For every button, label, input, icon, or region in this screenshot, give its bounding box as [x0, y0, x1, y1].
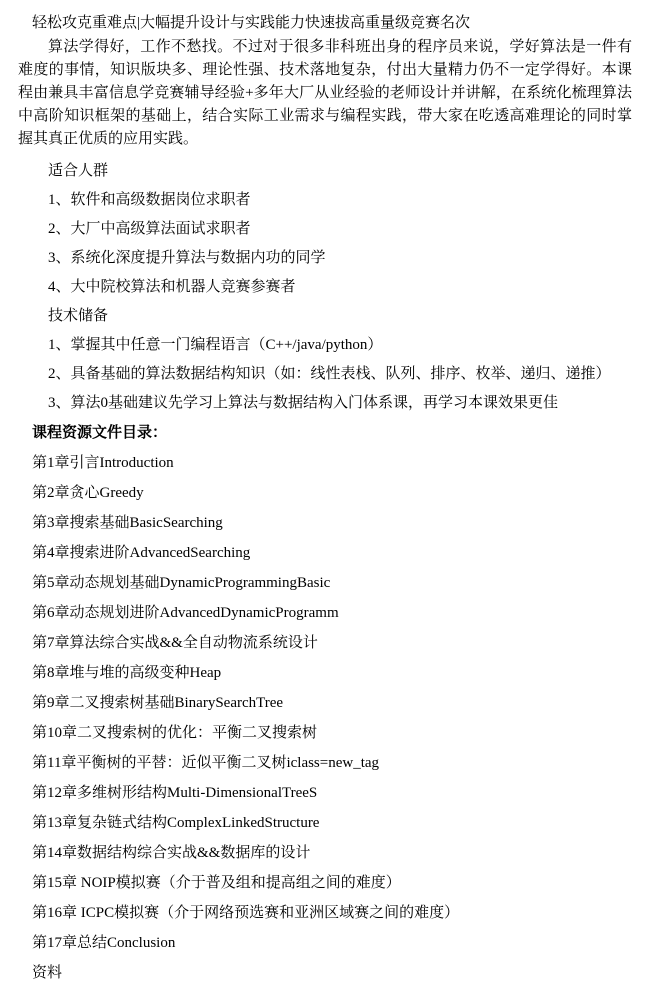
prereq-item: 3、算法0基础建议先学习上算法与数据结构入门体系课，再学习本课效果更佳 [48, 395, 559, 411]
toc-item: 第13章复杂链式结构ComplexLinkedStructure [32, 815, 320, 831]
toc-item: 第17章总结Conclusion [32, 935, 176, 951]
toc-item: 第8章堆与堆的高级变种Heap [32, 665, 222, 681]
prereq-section-label: 技术储备 [48, 308, 109, 324]
toc-item: 第5章动态规划基础DynamicProgrammingBasic [32, 575, 331, 591]
toc-item: 第2章贪心Greedy [32, 485, 144, 501]
audience-item: 4、大中院校算法和机器人竞赛参赛者 [48, 279, 296, 295]
toc-item: 第16章 ICPC模拟赛（介于网络预选赛和亚洲区域赛之间的难度） [32, 905, 460, 921]
audience-item: 3、系统化深度提升算法与数据内功的同学 [48, 250, 326, 266]
toc-heading: 课程资源文件目录： [32, 425, 168, 441]
toc-item: 第15章 NOIP模拟赛（介于普及组和提高组之间的难度） [32, 875, 401, 891]
toc-item: 第3章搜索基础BasicSearching [32, 515, 223, 531]
toc-item: 第11章平衡树的平替：近似平衡二叉树iclass=new_tag [32, 755, 380, 771]
footer-note: 资料 [32, 965, 63, 981]
audience-item: 1、软件和高级数据岗位求职者 [48, 192, 251, 208]
toc-item: 第6章动态规划进阶AdvancedDynamicProgramm [32, 605, 339, 621]
toc-item: 第12章多维树形结构Multi-DimensionalTreeS [32, 785, 318, 801]
toc-item: 第14章数据结构综合实战&&数据库的设计 [32, 845, 311, 861]
toc-item: 第10章二叉搜索树的优化：平衡二叉搜索树 [32, 725, 318, 741]
page-title: 轻松攻克重难点|大幅提升设计与实践能力快速拔高重量级竞赛名次 [32, 15, 471, 31]
toc-item: 第4章搜索进阶AdvancedSearching [32, 545, 251, 561]
audience-section-label: 适合人群 [48, 163, 109, 179]
toc-item: 第9章二叉搜索树基础BinarySearchTree [32, 695, 284, 711]
intro-paragraph: 算法学得好，工作不愁找。不过对于很多非科班出身的程序员来说，学好算法是一件有难度的事情，知识版块多、理论性强、技术落地复杂，付出大量精力仍不一定学得好。本课程由兼具丰富信息学竞赛辅导经验+多年大厂从业经验的老师设计并讲解，在系统化梳理算法中高阶知识框架的基础上，结合实际工业需求与编程实践，带大家在吃透高难理论的同时掌握其真正优质的应用实践。 [18, 39, 632, 147]
prereq-item: 2、具备基础的算法数据结构知识（如：线性表栈、队列、排序、枚举、递归、递推） [48, 366, 611, 382]
audience-item: 2、大厂中高级算法面试求职者 [48, 221, 251, 237]
toc-item: 第1章引言Introduction [32, 455, 174, 471]
prereq-item: 1、掌握其中任意一门编程语言（C++/java/python） [48, 337, 383, 353]
toc-item: 第7章算法综合实战&&全自动物流系统设计 [32, 635, 318, 651]
